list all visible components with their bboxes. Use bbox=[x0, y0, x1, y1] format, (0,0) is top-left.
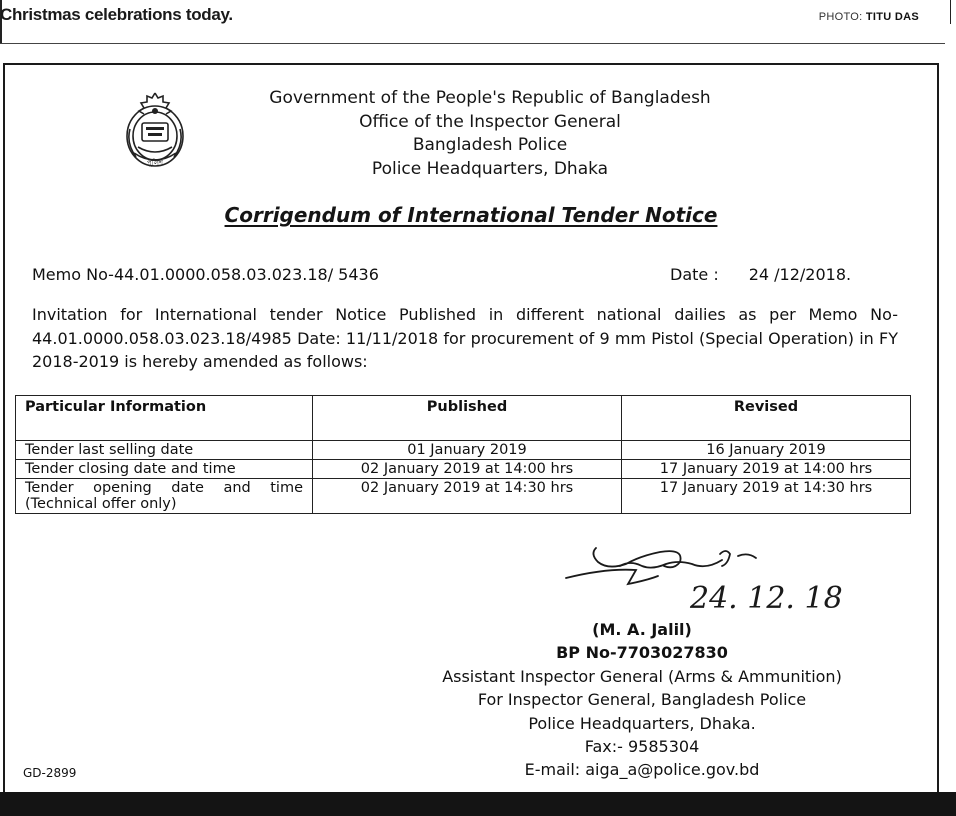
table-row bbox=[16, 460, 911, 479]
table-cell: Tender last selling date bbox=[16, 441, 313, 460]
notice-title: Corrigendum of International Tender Notice bbox=[224, 203, 718, 227]
signatory-email: E-mail: aiga_a@police.gov.bd bbox=[524, 760, 760, 780]
signatory-block bbox=[388, 618, 896, 782]
emblem-label: পুলিশ bbox=[146, 159, 164, 167]
page-bottom-bar bbox=[0, 792, 956, 816]
header-line-police: Bangladesh Police bbox=[412, 135, 568, 155]
table-cell: 02 January 2019 at 14:30 hrs bbox=[313, 479, 622, 514]
table-cell: 02 January 2019 at 14:00 hrs bbox=[313, 460, 622, 479]
tender-notice bbox=[3, 63, 939, 794]
date-value: 24 /12/2018. bbox=[748, 265, 852, 284]
photo-credit bbox=[819, 11, 919, 23]
table-cell: 16 January 2019 bbox=[622, 441, 911, 460]
signatory-name: (M. A. Jalil) bbox=[592, 620, 692, 639]
amendment-table bbox=[15, 395, 911, 514]
table-row bbox=[16, 441, 911, 460]
memo-date bbox=[670, 265, 851, 284]
police-emblem-icon bbox=[120, 89, 190, 179]
intro-paragraph: Invitation for International tender Notice Published in different national dailies as per Memo No-44.01.0000.058.03.023.18/4985 Date: 11/11/2018 for procurement of 9 mm Pistol (Special Operation) in FY 2018-2019 is hereby amended as follows: bbox=[32, 305, 898, 371]
signature-date: 24. 12. 18 bbox=[690, 581, 843, 616]
table-cell: 01 January 2019 bbox=[313, 441, 622, 460]
table-cell: 17 January 2019 at 14:30 hrs bbox=[622, 479, 911, 514]
handwritten-signature bbox=[560, 540, 843, 620]
signatory-fax: Fax:- 9585304 bbox=[584, 737, 700, 757]
signatory-office: Police Headquarters, Dhaka. bbox=[528, 713, 756, 733]
header-published: Published bbox=[313, 396, 622, 441]
column-rule-right bbox=[950, 0, 951, 24]
table-cell: Tender opening date and time (Technical offer only) bbox=[16, 479, 313, 514]
signatory-bp-no: BP No-7703027830 bbox=[556, 643, 728, 663]
government-header bbox=[195, 87, 785, 181]
header-line-office: Office of the Inspector General bbox=[359, 111, 621, 132]
signatory-designation: Assistant Inspector General (Arms & Ammunition) bbox=[442, 666, 842, 686]
caption-divider bbox=[0, 43, 945, 44]
table-cell: Tender closing date and time bbox=[16, 460, 313, 479]
photo-caption: Christmas celebrations today. bbox=[0, 5, 233, 24]
date-label: Date : bbox=[670, 265, 719, 284]
header-line-headquarters: Police Headquarters, Dhaka bbox=[371, 158, 609, 179]
photo-credit-label: PHOTO: bbox=[818, 11, 863, 23]
header-revised: Revised bbox=[622, 396, 911, 441]
gd-number: GD-2899 bbox=[23, 766, 77, 780]
memo-number: Memo No-44.01.0000.058.03.023.18/ 5436 bbox=[32, 265, 379, 284]
table-header-row bbox=[16, 396, 911, 441]
header-particular: Particular Information bbox=[16, 396, 313, 441]
signatory-for: For Inspector General, Bangladesh Police bbox=[477, 690, 807, 710]
photo-credit-name: TITU DAS bbox=[865, 11, 919, 23]
table-row bbox=[16, 479, 911, 514]
header-line-government: Government of the People's Republic of Bangladesh bbox=[269, 88, 711, 108]
table-cell: 17 January 2019 at 14:00 hrs bbox=[622, 460, 911, 479]
